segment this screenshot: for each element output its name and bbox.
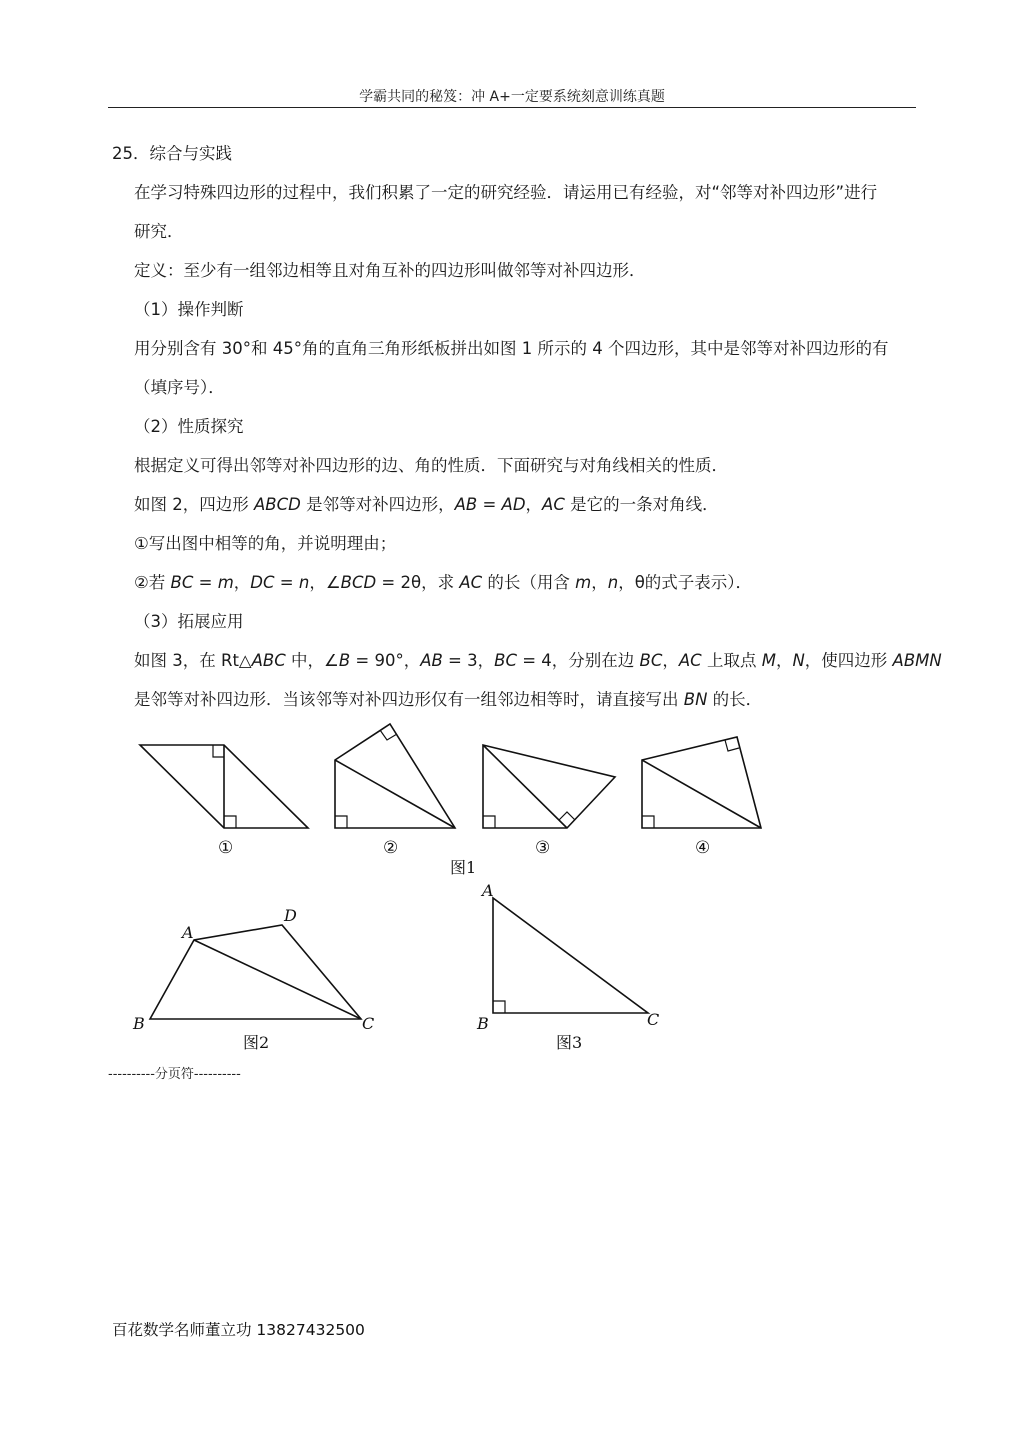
text-segment: ②若	[134, 573, 171, 592]
math-b: B	[338, 651, 351, 670]
header-rule	[108, 107, 916, 108]
fig1-label-4: ④	[695, 838, 711, 858]
math-m: M	[761, 651, 776, 670]
fig1-label-3: ③	[535, 838, 551, 858]
math-bc: BC	[639, 651, 663, 670]
text-segment: 中，∠	[285, 651, 339, 670]
fig3-point-c: C	[647, 1010, 660, 1029]
math-bc: BC	[494, 651, 517, 670]
text-segment: ，	[591, 573, 608, 592]
fig1-label-1: ①	[218, 838, 234, 858]
fig1-shape-3	[483, 745, 615, 828]
part1-line-1: 用分别含有 30°和 45°角的直角三角形纸板拼出如图 1 所示的 4 个四边形，其中是邻等对补四边形的有	[134, 339, 889, 358]
intro-line-2: 研究．	[134, 222, 184, 241]
text-segment: ，	[662, 651, 679, 670]
fig1-shape-4	[642, 737, 761, 828]
part2-line-1: 根据定义可得出邻等对补四边形的边、角的性质．下面研究与对角线相关的性质．	[134, 456, 728, 475]
text-segment: ，使四边形	[804, 651, 893, 670]
math-m: m	[217, 573, 234, 592]
fig2-point-b: B	[133, 1014, 145, 1033]
math-ab: AB	[420, 651, 443, 670]
fig3-triangle	[493, 898, 648, 1013]
part3-title: （3）拓展应用	[134, 612, 244, 631]
math-abmn: ABMN	[892, 651, 942, 670]
question-1: ①写出图中相等的角，并说明理由；	[134, 534, 397, 553]
fig2-quadrilateral	[150, 925, 361, 1019]
math-ab: AB	[454, 495, 478, 514]
fig3-point-b: B	[477, 1014, 489, 1033]
fig3-caption: 图3	[556, 1033, 583, 1052]
math-n: n	[298, 573, 310, 592]
fig2-point-d: D	[284, 906, 297, 925]
math-ac: AC	[678, 651, 702, 670]
text-segment: 是它的一条对角线．	[564, 495, 719, 514]
math-n: n	[607, 573, 619, 592]
text-segment: = 4，分别在边	[516, 651, 640, 670]
page-header: 学霸共同的秘笈：冲 A+一定要系统刻意训练真题	[359, 89, 665, 105]
math-abc: ABC	[251, 651, 286, 670]
fig1-shape-1	[140, 745, 308, 828]
text-segment: =	[477, 495, 502, 514]
math-bcd: BCD	[340, 573, 377, 592]
text-segment: =	[193, 573, 218, 592]
definition: 定义：至少有一组邻边相等且对角互补的四边形叫做邻等对补四边形．	[134, 261, 646, 280]
math-ac: AC	[459, 573, 483, 592]
math-m: m	[575, 573, 592, 592]
text-segment: =	[274, 573, 299, 592]
text-segment: 上取点	[701, 651, 762, 670]
text-segment: 是邻等对补四边形，	[300, 495, 455, 514]
math-ac: AC	[542, 495, 565, 514]
text-segment: ，	[775, 651, 793, 670]
fig1-caption: 图1	[450, 858, 477, 877]
text-segment: ，	[525, 495, 543, 514]
fig2-point-c: C	[362, 1014, 375, 1033]
part1-line-2: （填序号）．	[134, 378, 225, 397]
part1-title: （1）操作判断	[134, 300, 244, 319]
text-segment: = 90°，	[350, 651, 421, 670]
fig2-caption: 图2	[243, 1033, 270, 1052]
part3-line-2	[134, 689, 762, 711]
text-segment: = 2θ，求	[376, 573, 460, 592]
fig1-label-2: ②	[383, 838, 399, 858]
text-segment: ，θ的式子表示）．	[618, 573, 753, 592]
question-2	[134, 572, 752, 594]
math-bc: BC	[170, 573, 194, 592]
text-segment: 的长（用含	[482, 573, 576, 592]
intro-line-1: 在学习特殊四边形的过程中，我们积累了一定的研究经验．请运用已有经验，对“邻等对补四边形”进行	[134, 183, 878, 202]
text-segment: 的长．	[707, 690, 763, 709]
text-segment: ，∠	[309, 573, 341, 592]
fig3-point-a: A	[482, 881, 494, 900]
part2-title: （2）性质探究	[134, 417, 244, 436]
math-dc: DC	[250, 573, 275, 592]
problem-number-title: 25．综合与实践	[112, 144, 232, 163]
math-ad: AD	[501, 495, 526, 514]
page-break-marker: ----------分页符----------	[108, 1067, 241, 1082]
math-n: N	[792, 651, 805, 670]
text-segment: = 3，	[442, 651, 495, 670]
math-bn: BN	[683, 690, 708, 709]
fig1-shape-2	[335, 724, 455, 828]
math-abcd: ABCD	[254, 495, 301, 514]
part2-line-2	[134, 494, 719, 516]
text-segment: 如图 3，在 Rt△	[134, 651, 252, 670]
fig2-point-a: A	[182, 923, 194, 942]
part3-line-1	[134, 650, 942, 672]
text-segment: ，	[233, 573, 251, 592]
text-segment: 如图 2，四边形	[134, 495, 254, 514]
page-footer: 百花数学名师董立功 13827432500	[112, 1321, 365, 1339]
text-segment: 是邻等对补四边形．当该邻等对补四边形仅有一组邻边相等时，请直接写出	[134, 690, 684, 709]
